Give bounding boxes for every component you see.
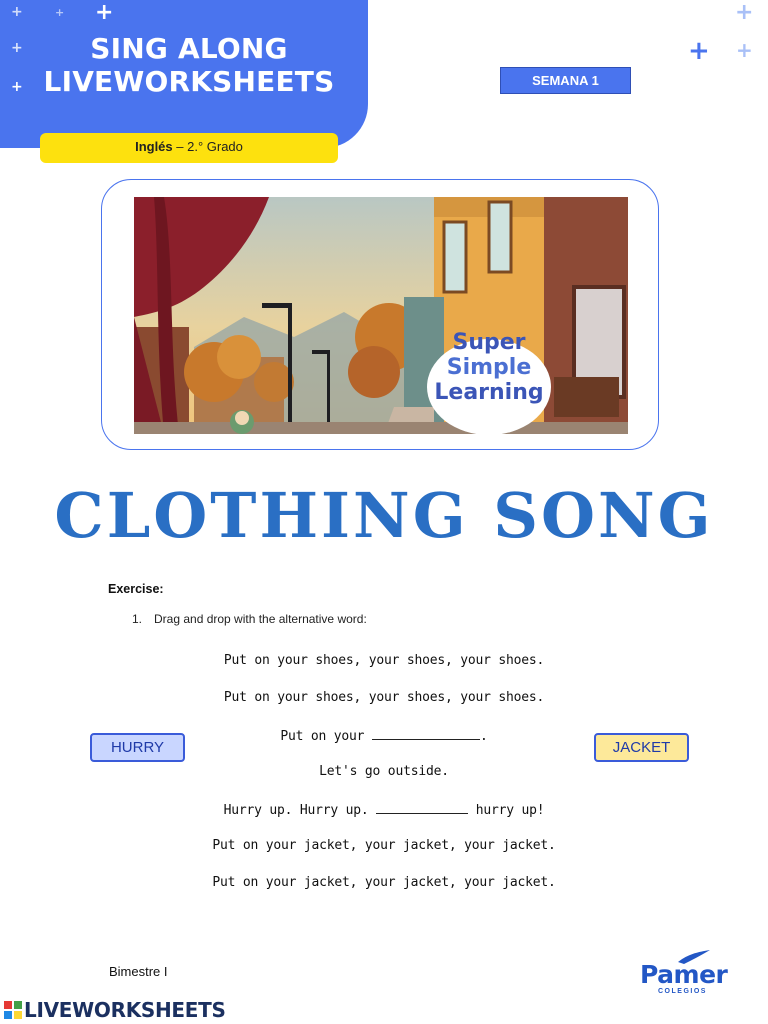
header-title-line1: SING ALONG: [90, 32, 288, 65]
lyric-line-1: Put on your shoes, your shoes, your shoes.: [223, 653, 545, 668]
lyric-line-7: Put on your jacket, your jacket, your jacket.: [212, 875, 556, 890]
drag-option-hurry[interactable]: HURRY: [90, 733, 185, 762]
plus-decoration-icon: +: [11, 4, 23, 20]
plus-decoration-icon: +: [735, 0, 754, 25]
logo-text-simple: Simple: [446, 355, 532, 380]
header-title: [0, 32, 378, 98]
week-badge: SEMANA 1: [500, 67, 631, 94]
lyric-line-5: [0, 801, 768, 818]
liveworksheets-footer[interactable]: [4, 998, 226, 1022]
lyric-line-3-after: .: [479, 729, 488, 744]
header-title-line2: LIVEWORKSHEETS: [43, 65, 335, 98]
plus-decoration-icon: +: [11, 79, 23, 95]
logo-text-learning: Learning: [434, 380, 544, 405]
lyric-line-4: Let's go outside.: [319, 764, 449, 779]
lyric-line-2: Put on your shoes, your shoes, your shoes.: [223, 690, 545, 705]
exercise-instruction-text: Drag and drop with the alternative word:: [154, 612, 367, 626]
drop-zone-1[interactable]: [372, 727, 480, 740]
lyric-line-5-before: Hurry up. Hurry up.: [223, 803, 377, 818]
exercise-instruction: [132, 612, 367, 626]
plus-decoration-icon: +: [11, 40, 23, 56]
bimestre-label: Bimestre I: [109, 964, 168, 979]
liveworksheets-logo-icon: [4, 1001, 22, 1019]
lyric-line-3-before: Put on your: [280, 729, 372, 744]
pamer-logo: [640, 950, 736, 1000]
subject-name: Inglés: [135, 139, 173, 154]
plus-decoration-icon: +: [736, 38, 753, 62]
subject-bar: [40, 133, 338, 163]
pamer-subtitle: COLEGIOS: [658, 988, 707, 995]
subject-grade: – 2.° Grado: [172, 139, 243, 154]
lyric-line-6: Put on your jacket, your jacket, your jacket.: [212, 838, 556, 853]
liveworksheets-footer-text: LIVEWORKSHEETS: [24, 998, 226, 1022]
lyric-line-5-after: hurry up!: [468, 803, 545, 818]
plus-decoration-icon: +: [55, 6, 65, 19]
exercise-label: Exercise:: [108, 582, 164, 596]
song-title: CLOTHING SONG: [54, 479, 714, 552]
logo-text-super: Super: [452, 330, 526, 355]
video-thumbnail[interactable]: [134, 197, 628, 434]
pamer-brand: Pamer: [640, 960, 728, 989]
drop-zone-2[interactable]: [376, 801, 468, 814]
plus-decoration-icon: +: [95, 0, 114, 25]
exercise-number: 1.: [132, 612, 143, 626]
plus-decoration-icon: +: [688, 36, 710, 66]
drag-option-jacket[interactable]: JACKET: [594, 733, 689, 762]
